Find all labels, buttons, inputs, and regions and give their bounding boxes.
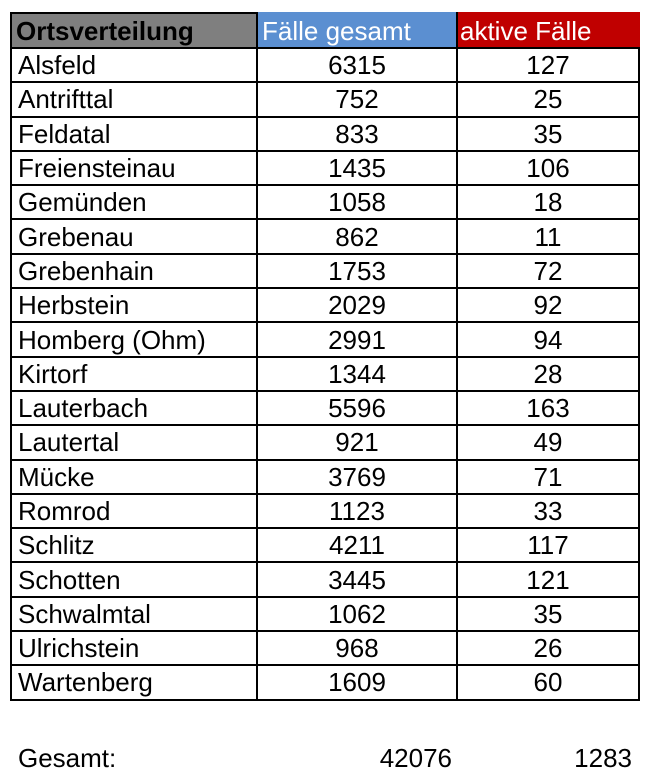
active-cases-cell: 163 bbox=[457, 391, 639, 425]
place-cell: Schlitz bbox=[11, 528, 257, 562]
table-row bbox=[11, 425, 639, 459]
place-cell: Romrod bbox=[11, 494, 257, 528]
total-cases-cell: 3769 bbox=[257, 460, 457, 494]
active-cases-cell: 121 bbox=[457, 562, 639, 596]
total-cases-cell: 2029 bbox=[257, 288, 457, 322]
place-cell: Ulrichstein bbox=[11, 631, 257, 665]
place-column-header: Ortsverteilung bbox=[11, 13, 257, 48]
total-cases-cell: 4211 bbox=[257, 528, 457, 562]
active-cases-cell: 71 bbox=[457, 460, 639, 494]
active-cases-cell: 94 bbox=[457, 322, 639, 356]
active-cases-cell: 35 bbox=[457, 117, 639, 151]
total-cases-cell: 921 bbox=[257, 425, 457, 459]
place-cell: Alsfeld bbox=[11, 48, 257, 82]
table-row bbox=[11, 391, 639, 425]
header-row bbox=[11, 13, 639, 48]
active-cases-cell: 60 bbox=[457, 665, 639, 699]
total-cases-cell: 752 bbox=[257, 82, 457, 116]
table-row bbox=[11, 254, 639, 288]
table-row bbox=[11, 494, 639, 528]
total-cases-column-header: Fälle gesamt bbox=[257, 13, 457, 48]
place-cell: Freiensteinau bbox=[11, 151, 257, 185]
active-cases-cell: 127 bbox=[457, 48, 639, 82]
total-cases-cell: 1344 bbox=[257, 357, 457, 391]
table-row bbox=[11, 48, 639, 82]
table-row bbox=[11, 597, 639, 631]
active-cases-cell: 72 bbox=[457, 254, 639, 288]
place-cell: Lauterbach bbox=[11, 391, 257, 425]
place-cell: Herbstein bbox=[11, 288, 257, 322]
active-cases-cell: 28 bbox=[457, 357, 639, 391]
total-cases-cell: 1062 bbox=[257, 597, 457, 631]
active-cases-cell: 35 bbox=[457, 597, 639, 631]
place-cell: Grebenau bbox=[11, 219, 257, 253]
active-cases-cell: 26 bbox=[457, 631, 639, 665]
table-row bbox=[11, 185, 639, 219]
table-row bbox=[11, 528, 639, 562]
total-cases-cell: 1435 bbox=[257, 151, 457, 185]
place-cell: Schotten bbox=[11, 562, 257, 596]
table-body bbox=[11, 48, 639, 700]
totals-active-cases: 1283 bbox=[574, 743, 632, 773]
table-row bbox=[11, 562, 639, 596]
total-cases-cell: 833 bbox=[257, 117, 457, 151]
total-cases-cell: 968 bbox=[257, 631, 457, 665]
totals-total-cases: 42076 bbox=[379, 743, 452, 773]
table-row bbox=[11, 151, 639, 185]
total-cases-cell: 1123 bbox=[257, 494, 457, 528]
place-cell: Antrifttal bbox=[11, 82, 257, 116]
distribution-sheet bbox=[10, 12, 638, 773]
table-row bbox=[11, 631, 639, 665]
total-cases-cell: 1753 bbox=[257, 254, 457, 288]
place-cell: Feldatal bbox=[11, 117, 257, 151]
active-cases-cell: 25 bbox=[457, 82, 639, 116]
place-cell: Lautertal bbox=[11, 425, 257, 459]
active-cases-cell: 11 bbox=[457, 219, 639, 253]
case-distribution-table bbox=[10, 12, 640, 701]
total-cases-cell: 1058 bbox=[257, 185, 457, 219]
table-row bbox=[11, 288, 639, 322]
table-row bbox=[11, 322, 639, 356]
place-cell: Mücke bbox=[11, 460, 257, 494]
table-row bbox=[11, 82, 639, 116]
active-cases-cell: 106 bbox=[457, 151, 639, 185]
active-cases-cell: 92 bbox=[457, 288, 639, 322]
total-cases-cell: 5596 bbox=[257, 391, 457, 425]
active-cases-cell: 18 bbox=[457, 185, 639, 219]
active-cases-column-header: aktive Fälle bbox=[457, 13, 639, 48]
total-cases-cell: 6315 bbox=[257, 48, 457, 82]
active-cases-cell: 33 bbox=[457, 494, 639, 528]
active-cases-cell: 117 bbox=[457, 528, 639, 562]
total-cases-cell: 862 bbox=[257, 219, 457, 253]
place-cell: Kirtorf bbox=[11, 357, 257, 391]
place-cell: Grebenhain bbox=[11, 254, 257, 288]
table-row bbox=[11, 117, 639, 151]
place-cell: Gemünden bbox=[11, 185, 257, 219]
totals-label: Gesamt: bbox=[18, 743, 117, 773]
table-row bbox=[11, 219, 639, 253]
totals-row bbox=[10, 741, 638, 775]
place-cell: Wartenberg bbox=[11, 665, 257, 699]
table-row bbox=[11, 357, 639, 391]
total-cases-cell: 1609 bbox=[257, 665, 457, 699]
active-cases-cell: 49 bbox=[457, 425, 639, 459]
total-cases-cell: 2991 bbox=[257, 322, 457, 356]
place-cell: Homberg (Ohm) bbox=[11, 322, 257, 356]
table-row bbox=[11, 460, 639, 494]
place-cell: Schwalmtal bbox=[11, 597, 257, 631]
table-row bbox=[11, 665, 639, 699]
total-cases-cell: 3445 bbox=[257, 562, 457, 596]
